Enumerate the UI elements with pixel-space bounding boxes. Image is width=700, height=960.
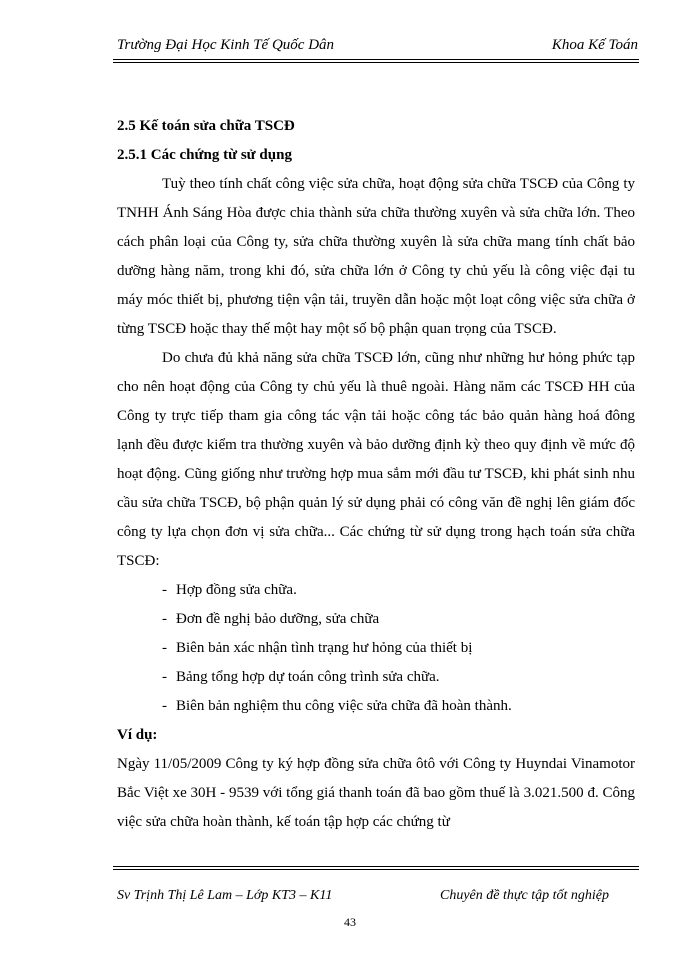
header-rule <box>113 59 639 63</box>
list-item <box>117 663 635 692</box>
document-list <box>117 576 635 721</box>
header-faculty: Khoa Kế Toán <box>551 37 638 53</box>
header-university: Trường Đại Học Kinh Tế Quốc Dân <box>117 37 335 53</box>
bullet-marker: - <box>162 582 167 598</box>
list-item <box>117 576 635 605</box>
section-title: 2.5 Kế toán sửa chữa TSCĐ <box>117 118 295 134</box>
list-item-text: Bảng tổng hợp dự toán công trình sửa chữa. <box>176 669 440 685</box>
list-item-text: Biên bản nghiệm thu công việc sửa chữa đã hoàn thành. <box>176 698 512 714</box>
list-item-text: Đơn đề nghị bảo dưỡng, sửa chữa <box>176 611 380 627</box>
list-item-text: Hợp đồng sửa chữa. <box>176 582 297 598</box>
example-label: Ví dụ: <box>117 727 158 743</box>
bullet-marker: - <box>162 698 167 714</box>
list-item <box>117 634 635 663</box>
list-item <box>117 692 635 721</box>
footer-student: Sv Trịnh Thị Lê Lam – Lớp KT3 – K11 <box>117 888 333 903</box>
bullet-marker: - <box>162 669 167 685</box>
paragraph-1: Tuỳ theo tính chất công việc sửa chữa, hoạt động sửa chữa TSCĐ của Công ty TNHH Ánh Sáng Hòa được chia thành sửa chữa thường xuyên và sửa chữa lớn. Theo cách phân loại của Công ty, sửa chữa thường xuyên là sửa chữa mang tính chất bảo dưỡng hàng năm, trong khi đó, sửa chữa lớn ở Công ty chủ yếu là công việc đại tu máy móc thiết bị, phương tiện vận tải, truyền dẫn hoặc một loạt công việc sửa chữa ở từng TSCĐ hoặc thay thế một hay một số bộ phận quan trọng của TSCĐ. <box>117 176 635 337</box>
subsection-title: 2.5.1 Các chứng từ sử dụng <box>117 147 292 163</box>
bullet-marker: - <box>162 640 167 656</box>
paragraph-2: Do chưa đủ khả năng sửa chữa TSCĐ lớn, cũng như những hư hỏng phức tạp cho nên hoạt động của Công ty chủ yếu là thuê ngoài. Hàng năm các TSCĐ HH của Công ty trực tiếp tham gia công tác vận tải hoặc công tác bảo quản hàng hoá đông lạnh đều được kiểm tra thường xuyên và bảo dưỡng định kỳ theo quy định về mức độ hoạt động. Cũng giống như trường hợp mua sắm mới đầu tư TSCĐ, khi phát sinh nhu cầu sửa chữa TSCĐ, bộ phận quản lý sử dụng phải có công văn đề nghị lên giám đốc công ty lựa chọn đơn vị sửa chữa... Các chứng từ sử dụng trong hạch toán sửa chữa TSCĐ: <box>117 350 635 569</box>
footer-document-type: Chuyên đề thực tập tốt nghiệp <box>440 888 609 903</box>
footer-rule <box>113 866 639 870</box>
list-item-text: Biên bản xác nhận tình trạng hư hỏng của thiết bị <box>176 640 473 656</box>
list-item <box>117 605 635 634</box>
bullet-marker: - <box>162 611 167 627</box>
document-body <box>117 112 635 837</box>
page-number: 43 <box>344 915 356 929</box>
paragraph-3: Ngày 11/05/2009 Công ty ký hợp đồng sửa chữa ôtô với Công ty Huyndai Vinamotor Bắc Việt xe 30H - 9539 với tổng giá thanh toán đã bao gồm thuế là 3.021.500 đ. Công việc sửa chữa hoàn thành, kế toán tập hợp các chứng từ <box>117 756 635 830</box>
